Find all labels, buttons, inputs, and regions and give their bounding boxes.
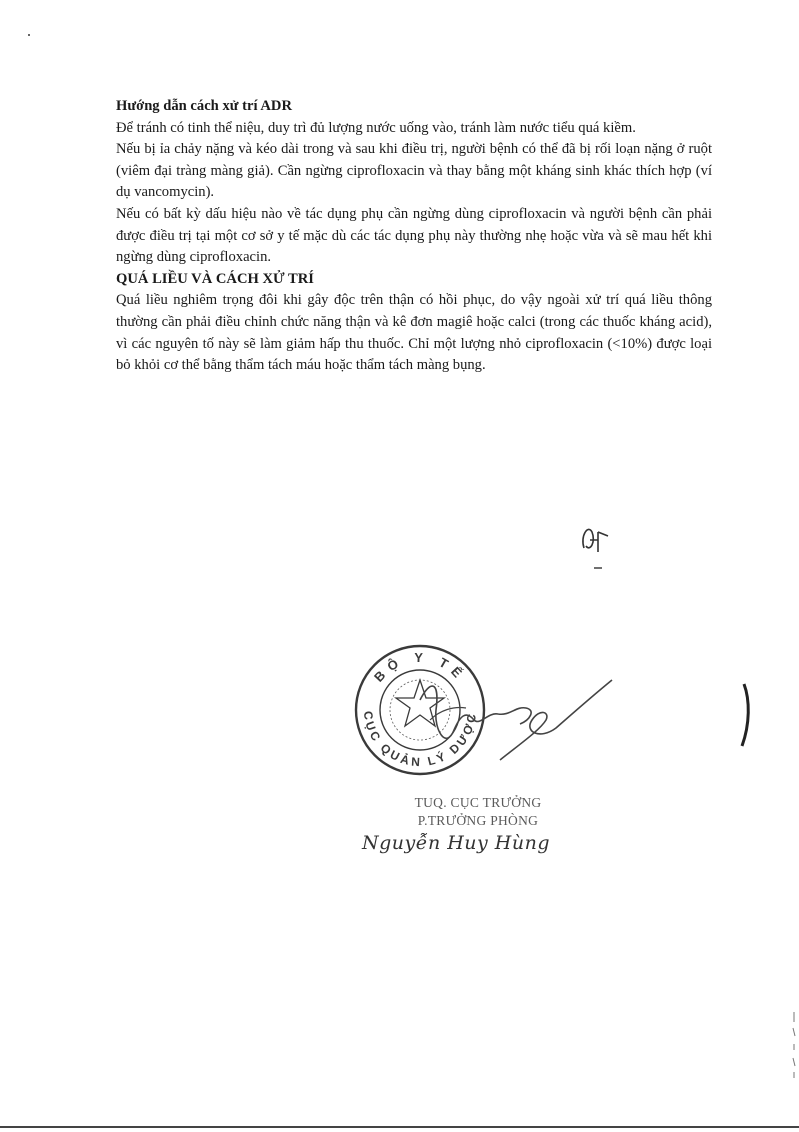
adr-paragraph-2: Nếu bị ỉa chảy nặng và kéo dài trong và sau khi điều trị, người bệnh có thể đã bị rối loạn nặng ở ruột (viêm đại tràng màng giả). Cần ngừng ciprofloxacin và thay bằng một kháng sinh khác thích hợp (ví dụ vancomycin). xyxy=(116,141,712,201)
signature-block xyxy=(350,640,630,880)
scan-speck xyxy=(28,34,30,36)
adr-paragraph-1: Để tránh có tinh thể niệu, duy trì đủ lượng nước uống vào, tránh làm nước tiểu quá kiềm. xyxy=(116,119,636,136)
adr-heading: Hướng dẫn cách xử trí ADR xyxy=(116,98,293,114)
signer-name: Nguyễn Huy Hùng xyxy=(362,832,551,854)
seal-top-text: BỘ Y TẾ xyxy=(371,649,470,685)
document-body xyxy=(116,96,712,377)
signer-title-line-1: TUQ. CỤC TRƯỞNG xyxy=(414,795,542,810)
seal-bottom-text: CỤC QUẢN LÝ DƯỢC xyxy=(360,710,480,770)
scan-edge-mark xyxy=(790,1010,798,1080)
initials-mark xyxy=(574,518,624,578)
scan-bottom-edge xyxy=(0,1126,799,1128)
adr-paragraph-3: Nếu có bất kỳ dấu hiệu nào về tác dụng phụ cần ngừng dùng ciprofloxacin và người bệnh cần phải được điều trị tại một cơ sở y tế mặc dù các tác dụng phụ này thường nhẹ hoặc vừa và sẽ mau hết khi ngừng dùng ciprofloxacin. xyxy=(116,205,712,266)
margin-mark xyxy=(736,680,756,750)
overdose-paragraph: Quá liều nghiêm trọng đôi khi gây độc trên thận có hồi phục, do vậy ngoài xử trí quá liều thông thường cần phải điều chỉnh chức năng thận và kê đơn magiê hoặc calci (trong các thuốc kháng acid), vì các nguyên tố này sẽ làm giảm hấp thu thuốc. Chỉ một lượng nhỏ ciprofloxacin (<10%) được loại bỏ khỏi cơ thể bằng thẩm tách máu hoặc thẩm tách màng bụng. xyxy=(116,292,712,374)
overdose-heading: QUÁ LIỀU VÀ CÁCH XỬ TRÍ xyxy=(116,270,314,287)
signer-title-line-2: P.TRƯỞNG PHÒNG xyxy=(417,813,539,828)
handwritten-signature xyxy=(350,640,630,790)
